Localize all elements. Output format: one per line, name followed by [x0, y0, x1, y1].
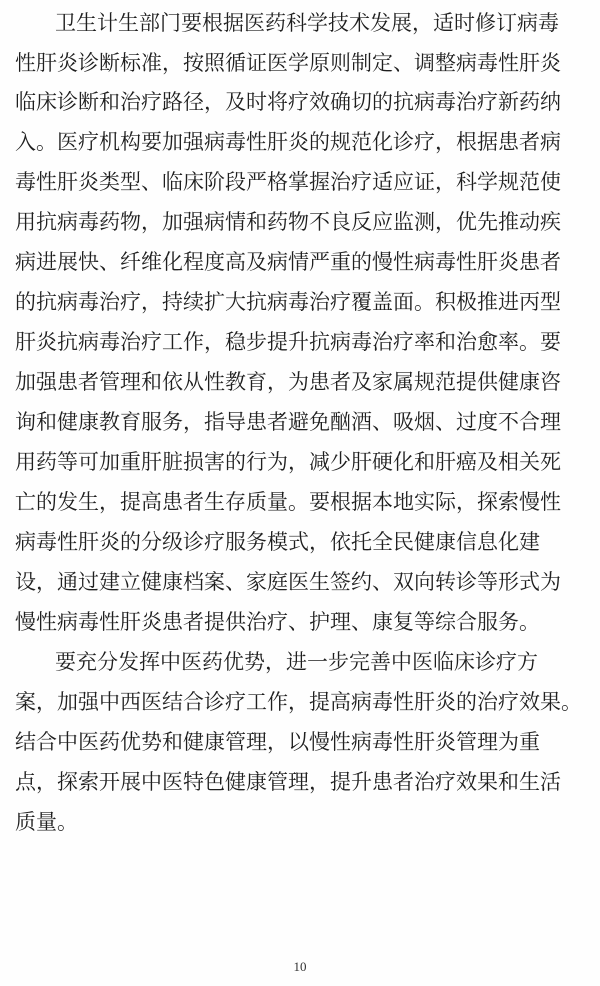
paragraph-1-line-1: 卫生计生部门要根据医药科学技术发展，适时修订病毒 [55, 11, 559, 35]
paragraph-2-line-4: 点，探索开展中医特色健康管理，提升患者治疗效果和生活 [15, 770, 561, 794]
paragraph-1-line-3: 临床诊断和治疗路径，及时将疗效确切的抗病毒治疗新药纳 [15, 90, 561, 114]
paragraph-1-line-4: 入。医疗机构要加强病毒性肝炎的规范化诊疗，根据患者病 [15, 130, 561, 154]
paragraph-1-line-15: 设，通过建立健康档案、家庭医生签约、双向转诊等形式为 [15, 570, 561, 594]
paragraph-2-line-1: 要充分发挥中医药优势，进一步完善中医临床诊疗方 [55, 650, 538, 674]
paragraph-1-line-11: 询和健康教育服务，指导患者避免酗酒、吸烟、过度不合理 [15, 410, 561, 434]
paragraph-1-line-14: 病毒性肝炎的分级诊疗服务模式，依托全民健康信息化建 [15, 530, 540, 554]
paragraph-1-line-10: 加强患者管理和依从性教育，为患者及家属规范提供健康咨 [15, 370, 561, 394]
paragraph-2-line-2: 案，加强中西医结合诊疗工作，提高病毒性肝炎的治疗效果。 [15, 690, 582, 714]
paragraph-1-line-5: 毒性肝炎类型、临床阶段严格掌握治疗适应证，科学规范使 [15, 170, 561, 194]
paragraph-1-line-12: 用药等可加重肝脏损害的行为，减少肝硬化和肝癌及相关死 [15, 450, 561, 474]
paragraph-1-line-6: 用抗病毒药物，加强病情和药物不良反应监测，优先推动疾 [15, 210, 561, 234]
paragraph-2-line-3: 结合中医药优势和健康管理，以慢性病毒性肝炎管理为重 [15, 730, 540, 754]
paragraph-1-line-7: 病进展快、纤维化程度高及病情严重的慢性病毒性肝炎患者 [15, 250, 561, 274]
paragraph-1-line-9: 肝炎抗病毒治疗工作，稳步提升抗病毒治疗率和治愈率。要 [15, 330, 561, 354]
paragraph-1-line-2: 性肝炎诊断标准，按照循证医学原则制定、调整病毒性肝炎 [15, 51, 561, 75]
page-number: 10 [293, 959, 307, 974]
paragraph-1-line-13: 亡的发生，提高患者生存质量。要根据本地实际，探索慢性 [15, 490, 561, 514]
paragraph-1-line-8: 的抗病毒治疗，持续扩大抗病毒治疗覆盖面。积极推进丙型 [15, 290, 561, 314]
paragraph-2-line-5: 质量。 [15, 810, 78, 834]
paragraph-1-line-16: 慢性病毒性肝炎患者提供治疗、护理、康复等综合服务。 [15, 610, 540, 634]
